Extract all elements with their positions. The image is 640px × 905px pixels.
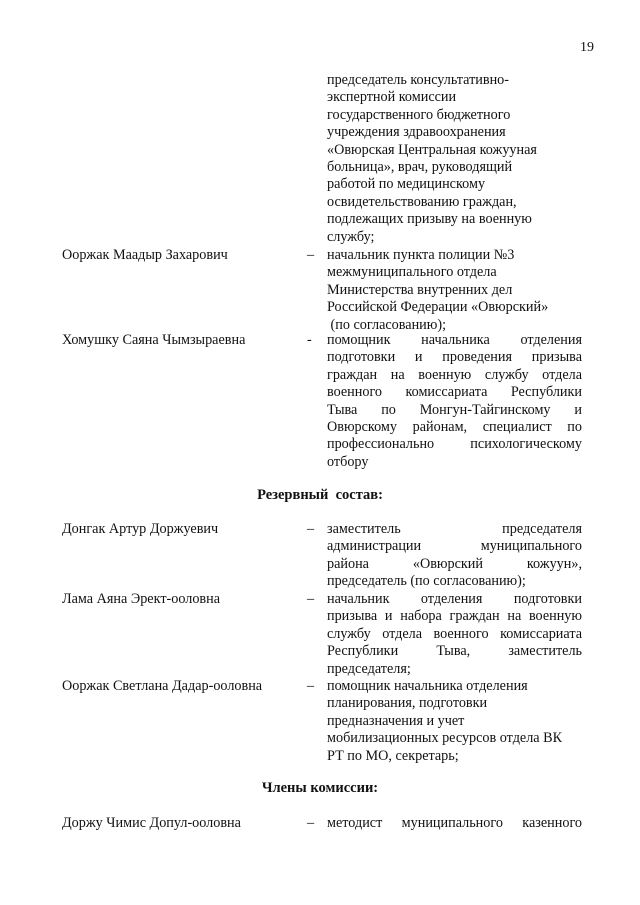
role-line: начальник отделения подготовки bbox=[327, 591, 582, 607]
role-line: отбору bbox=[327, 453, 369, 470]
member-name: Ооржак Светлана Дадар-ооловна bbox=[62, 678, 263, 694]
role-line: начальник пункта полиции №3 bbox=[327, 247, 515, 263]
role-line: мобилизационных ресурсов отдела ВК bbox=[327, 730, 563, 747]
role-line: подготовки и проведения призыва bbox=[327, 349, 582, 366]
role-line: помощник начальника отделения bbox=[327, 678, 528, 694]
dash-separator: – bbox=[307, 521, 315, 537]
role-line: методист муниципального казенного bbox=[327, 815, 582, 831]
dash-separator: – bbox=[307, 678, 315, 694]
role-line: председателя; bbox=[327, 660, 411, 677]
member-entry bbox=[62, 332, 582, 471]
role-line: службу; bbox=[327, 228, 375, 245]
role-line: администрации муниципального bbox=[327, 538, 582, 555]
member-name: Ооржак Маадыр Захарович bbox=[62, 247, 228, 263]
role-line: планирования, подготовки bbox=[327, 695, 488, 712]
role-line: военного комиссариата Республики bbox=[327, 384, 582, 401]
member-role bbox=[327, 815, 582, 832]
member-name: Хомушку Саяна Чымзыраевна bbox=[62, 332, 246, 348]
member-entry bbox=[62, 247, 582, 334]
role-line: профессионально психологическому bbox=[327, 436, 582, 453]
role-line: предназначения и учет bbox=[327, 712, 465, 729]
role-line: Республики Тыва, заместитель bbox=[327, 643, 582, 660]
role-line: Министерства внутренних дел bbox=[327, 281, 513, 298]
dash-separator: – bbox=[307, 247, 315, 263]
role-line: межмуниципального отдела bbox=[327, 264, 497, 281]
role-line: помощник начальника отделения bbox=[327, 332, 582, 348]
role-line: Российской Федерации «Овюрский» bbox=[327, 299, 549, 316]
member-role bbox=[327, 247, 582, 334]
role-line: граждан на военную службу отдела bbox=[327, 366, 582, 383]
member-entry-continued bbox=[62, 72, 582, 246]
role-line: Тыва по Монгун-Тайгинскому и bbox=[327, 401, 582, 418]
member-entry bbox=[62, 521, 582, 591]
member-name: Донгак Артур Доржуевич bbox=[62, 521, 219, 537]
role-line: Овюрскому районам, специалист по bbox=[327, 418, 582, 435]
role-line: заместитель председателя bbox=[327, 521, 582, 537]
dash-separator: – bbox=[307, 591, 315, 607]
role-line: государственного бюджетного bbox=[327, 106, 511, 123]
role-line: председатель (по согласованию); bbox=[327, 573, 526, 590]
role-line: учреждения здравоохранения bbox=[327, 124, 506, 141]
dash-separator: - bbox=[307, 332, 312, 348]
role-line: работой по медицинскому bbox=[327, 176, 486, 193]
member-role bbox=[327, 678, 582, 765]
member-entry bbox=[62, 678, 582, 765]
member-role bbox=[327, 332, 582, 471]
member-role bbox=[327, 72, 582, 246]
section-title-reserve: Резервный состав: bbox=[257, 487, 383, 503]
role-line: экспертной комиссии bbox=[327, 89, 457, 106]
role-line: призыва и набора граждан на военную bbox=[327, 608, 582, 625]
role-line: (по согласованию); bbox=[327, 316, 447, 333]
member-role bbox=[327, 591, 582, 678]
role-line: «Овюрская Центральная кожууная bbox=[327, 141, 537, 158]
member-name: Лама Аяна Эрект-ооловна bbox=[62, 591, 221, 607]
role-line: района «Овюрский кожуун», bbox=[327, 555, 582, 572]
role-line: председатель консультативно- bbox=[327, 72, 509, 88]
dash-separator: – bbox=[307, 815, 315, 831]
role-line: службу отдела военного комиссариата bbox=[327, 625, 582, 642]
role-line: РТ по МО, секретарь; bbox=[327, 747, 459, 764]
role-line: больница», врач, руководящий bbox=[327, 158, 513, 175]
member-entry bbox=[62, 815, 582, 832]
member-name: Доржу Чимис Допул-ооловна bbox=[62, 815, 241, 831]
member-entry bbox=[62, 591, 582, 678]
page-number: 19 bbox=[580, 40, 594, 55]
role-line: подлежащих призыву на военную bbox=[327, 211, 532, 228]
role-line: освидетельствованию граждан, bbox=[327, 193, 517, 210]
section-title-members: Члены комиссии: bbox=[261, 780, 379, 796]
member-role bbox=[327, 521, 582, 591]
